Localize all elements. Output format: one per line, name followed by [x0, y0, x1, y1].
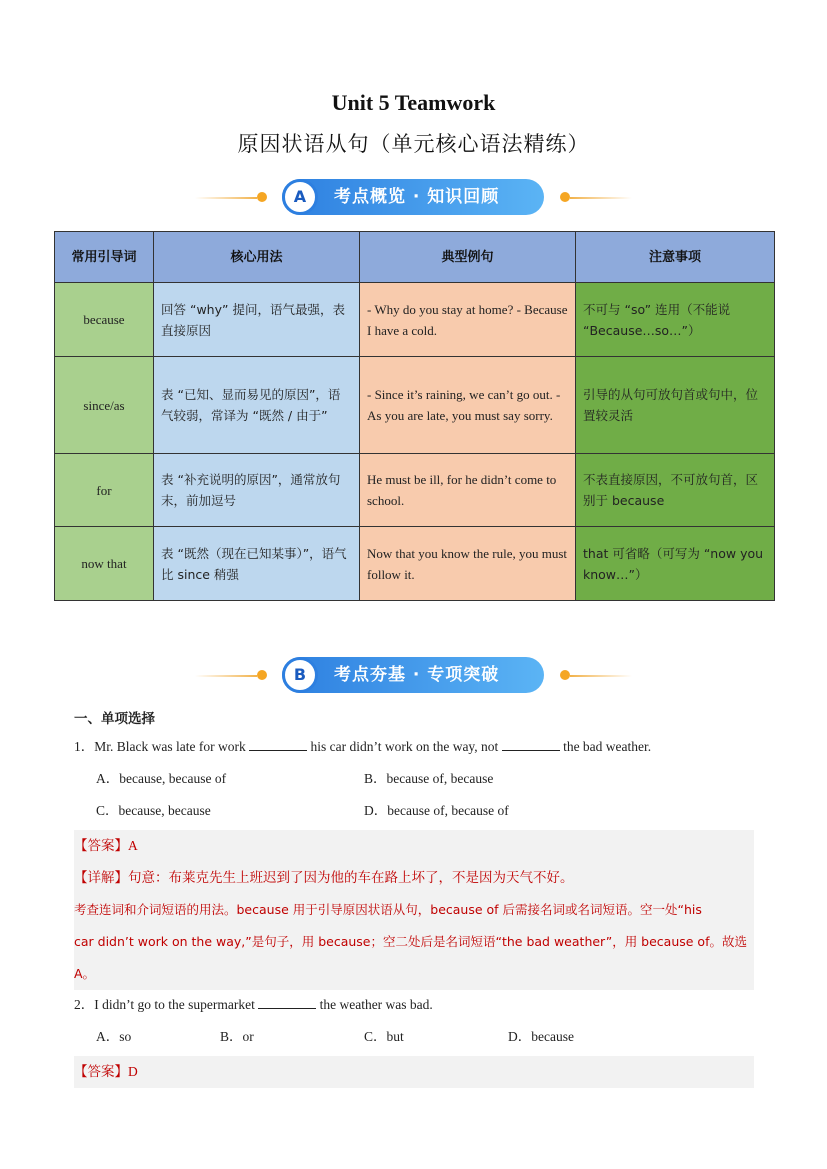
banner-pill [282, 657, 544, 693]
section-letter-badge: B [282, 657, 318, 693]
example-cell: He must be ill, for he didn’t come to school. [360, 454, 576, 527]
explanation-line: 考查连词和介词短语的用法。because 用于引导原因状语从句，because of 后需接名词或名词短语。空一处“his [74, 902, 702, 917]
question-1-options-row [74, 766, 754, 798]
banner-decor-line [570, 675, 632, 677]
banner-decor-dot [257, 670, 267, 680]
explanation-line: car didn’t work on the way,”是句子，用 because；空二处后是名词短语“the bad weather”，用 because of。故选 [74, 934, 747, 949]
exercise-section-title: 一、单项选择 [74, 711, 155, 727]
usage-cell: 表 “已知、显而易见的原因”，语气较弱，常译为 “既然 / 由于” [154, 357, 360, 454]
detail-label: 【详解】 [74, 870, 128, 886]
conjunction-cell: since/as [55, 357, 154, 454]
note-cell: 引导的从句可放句首或句中，位置较灵活 [576, 357, 775, 454]
banner-decor-line [570, 197, 632, 199]
stem-text: the bad weather. [563, 739, 652, 754]
table-row [55, 357, 775, 454]
question-2-options-row [74, 1024, 754, 1056]
conjunction-cell: because [55, 283, 154, 357]
table-row [55, 527, 775, 601]
section-b-banner [195, 656, 632, 696]
example-cell: - Since it’s raining, we can’t go out. - As you are late, you must say sorry. [360, 357, 576, 454]
explanation-line: A。 [74, 966, 96, 981]
section-a-banner [195, 178, 632, 218]
option-c[interactable]: C．because, because [96, 803, 211, 818]
option-b[interactable]: B．because of, because [364, 771, 494, 786]
banner-decor-dot [560, 192, 570, 202]
header-cell: 注意事项 [576, 232, 775, 283]
option-b[interactable]: B．or [220, 1029, 254, 1044]
header-cell: 核心用法 [154, 232, 360, 283]
usage-cell: 表 “补充说明的原因”，通常放句末，前加逗号 [154, 454, 360, 527]
option-d[interactable]: D．because of, because of [364, 803, 509, 818]
example-cell: - Why do you stay at home? - Because I have a cold. [360, 283, 576, 357]
document-subtitle: 原因状语从句（单元核心语法精练） [237, 132, 590, 156]
section-a-title: 考点概览 · 知识回顾 [334, 187, 500, 207]
question-1-options-row [74, 798, 754, 830]
option-a[interactable]: A．so [96, 1029, 132, 1044]
usage-cell: 表 “既然（现在已知某事）”，语气比 since 稍强 [154, 527, 360, 601]
stem-text: his car didn’t work on the way, not [310, 739, 499, 754]
note-cell: that 可省略（可写为 “now you know…”） [576, 527, 775, 601]
question-2-stem [74, 992, 754, 1024]
banner-decor-line [195, 197, 257, 199]
exercise-section [74, 710, 754, 1088]
answer-value: D [128, 1064, 138, 1079]
stem-text: 2．I didn’t go to the supermarket [74, 997, 255, 1012]
banner-pill [282, 179, 544, 215]
answer-value: A [128, 838, 138, 853]
banner-decor-dot [560, 670, 570, 680]
example-cell: Now that you know the rule, you must follow it. [360, 527, 576, 601]
note-cell: 不表直接原因，不可放句首，区别于 because [576, 454, 775, 527]
answer-block [74, 830, 754, 990]
answer-blank[interactable] [502, 736, 560, 751]
option-c[interactable]: C．but [364, 1029, 404, 1044]
answer-blank[interactable] [258, 994, 316, 1009]
table-row [55, 283, 775, 357]
document-title: Unit 5 Teamwork [331, 90, 496, 115]
answer-block [74, 1056, 754, 1088]
stem-text: the weather was bad. [319, 997, 433, 1012]
header-cell: 典型例句 [360, 232, 576, 283]
banner-decor-dot [257, 192, 267, 202]
note-cell: 不可与 “so” 连用（不能说 “Because…so…”） [576, 283, 775, 357]
header-cell: 常用引导词 [55, 232, 154, 283]
answer-label: 【答案】 [74, 838, 128, 854]
table-row [55, 454, 775, 527]
grammar-table [54, 231, 775, 601]
option-d[interactable]: D．because [508, 1029, 574, 1044]
option-a[interactable]: A．because, because of [96, 771, 227, 786]
section-b-title: 考点夯基 · 专项突破 [334, 665, 500, 685]
answer-blank[interactable] [249, 736, 307, 751]
conjunction-cell: now that [55, 527, 154, 601]
section-letter-badge: A [282, 179, 318, 215]
answer-label: 【答案】 [74, 1064, 128, 1080]
table-header-row [55, 232, 775, 283]
banner-decor-line [195, 675, 257, 677]
usage-cell: 回答 “why” 提问，语气最强，表直接原因 [154, 283, 360, 357]
detail-meaning: 句意：布莱克先生上班迟到了因为他的车在路上坏了，不是因为天气不好。 [128, 870, 574, 886]
stem-text: 1．Mr. Black was late for work [74, 739, 246, 754]
question-1-stem [74, 734, 754, 766]
conjunction-cell: for [55, 454, 154, 527]
